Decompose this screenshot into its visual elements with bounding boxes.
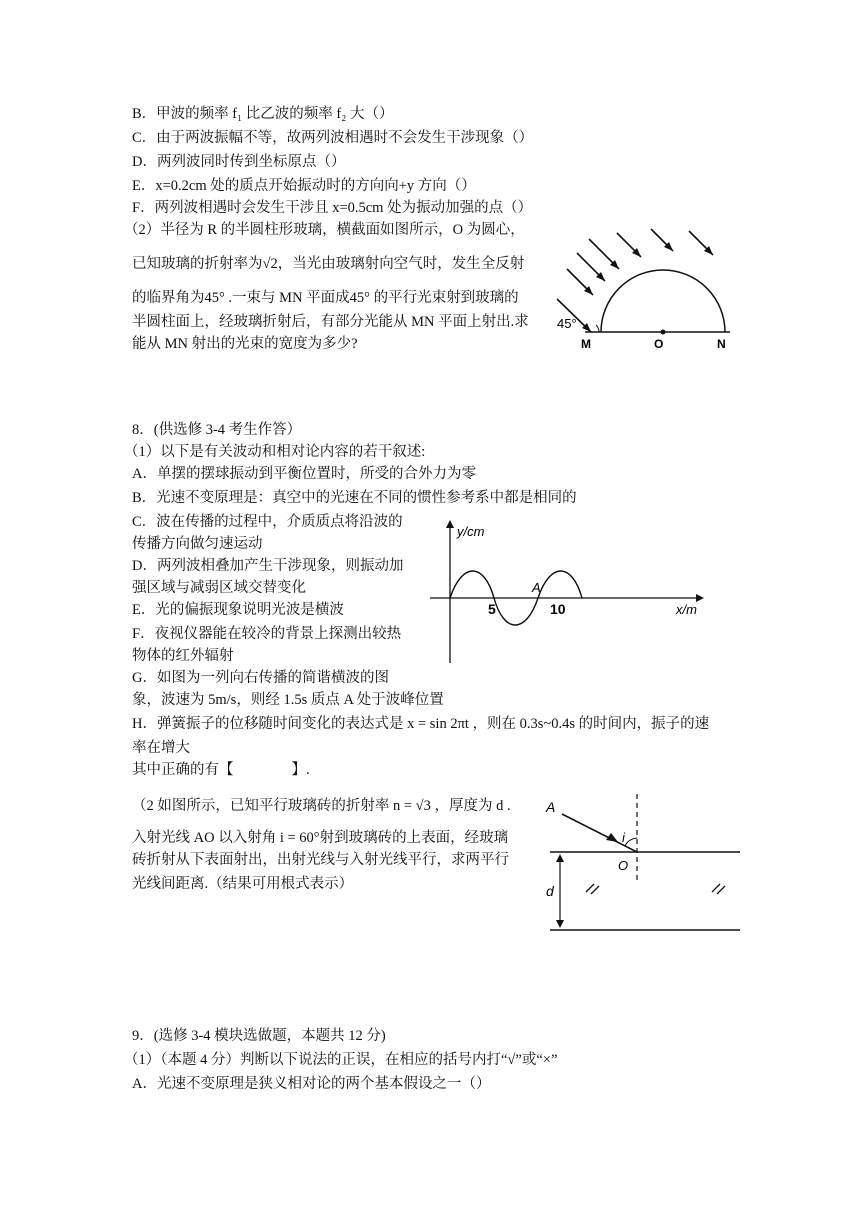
glass-slab-figure xyxy=(540,790,745,940)
point-a-label: A xyxy=(532,580,541,595)
question-2-line-5: 能从 MN 射出的光束的宽度为多少? xyxy=(132,336,358,352)
angle-i-label: i xyxy=(622,830,625,845)
q8-option-h-line-2: 率在增大 xyxy=(132,740,190,756)
point-o-label: O xyxy=(654,337,664,351)
question-2-line-1: （2）半径为 R 的半圆柱形玻璃，横截面如图所示，O 为圆心， xyxy=(124,222,525,238)
q8-part-2-line-2: 入射光线 AO 以入射角 i = 60°射到玻璃砖的上表面，经玻璃 xyxy=(132,830,509,846)
q8-option-e: E．光的偏振现象说明光波是横波 xyxy=(132,602,344,618)
question-2-line-3: 的临界角为45° .一束与 MN 平面成45° 的平行光束射到玻璃的 xyxy=(132,290,519,306)
x-axis-label: x/m xyxy=(676,602,697,617)
angle-label: 45° xyxy=(557,316,577,331)
question-9-title: 9．(选修 3-4 模块选做题，本题共 12 分) xyxy=(132,1028,386,1044)
point-m-label: M xyxy=(581,337,591,351)
tick-5-label: 5 xyxy=(488,601,496,617)
q8-option-g-line-1: G．如图为一列向右传播的简谐横波的图 xyxy=(132,670,389,686)
question-2-line-4: 半圆柱面上，经玻璃折射后，有部分光能从 MN 平面上射出.求 xyxy=(132,314,529,330)
q8-option-h-line-1: H．弹簧振子的位移随时间变化的表达式是 x = sin 2πt ，则在 0.3s~0.4s 的时间内，振子的速 xyxy=(132,716,710,732)
semicircle-glass-figure xyxy=(555,225,745,355)
y-axis-label: y/cm xyxy=(457,524,485,539)
question-9-intro: （1）（本题 4 分）判断以下说法的正误，在相应的括号内打“√”或“×” xyxy=(124,1052,558,1068)
q8-option-f-line-1: F．夜视仪器能在较冷的背景上探测出较热 xyxy=(132,626,402,642)
q8-option-f-line-2: 物体的红外辐射 xyxy=(132,648,234,664)
q8-part-2-line-1: （2 如图所示，已知平行玻璃砖的折射率 n = √3 ，厚度为 d . xyxy=(132,798,511,814)
question-8-title: 8．(供选修 3-4 考生作答） xyxy=(132,422,302,438)
q8-option-a: A．单摆的摆球振动到平衡位置时，所受的合外力为零 xyxy=(132,466,476,482)
question-2-line-2: 已知玻璃的折射率为√2，当光由玻璃射向空气时，发生全反射 xyxy=(132,256,525,272)
point-o-label: O xyxy=(618,858,629,873)
thickness-d-label: d xyxy=(546,883,554,899)
question-8-intro: （1）以下是有关波动和相对论内容的若干叙述: xyxy=(124,444,426,460)
q8-answer-prompt: 其中正确的有【 】. xyxy=(132,762,310,778)
q8-option-d-line-2: 强区域与减弱区域交替变化 xyxy=(132,580,306,596)
ray-a-label: A xyxy=(546,799,556,815)
q8-option-d-line-1: D．两列波相叠加产生干涉现象，则振动加 xyxy=(132,558,404,574)
q9-option-a: A．光速不变原理是狭义相对论的两个基本假设之一（） xyxy=(132,1076,491,1092)
q8-option-b: B．光速不变原理是：真空中的光速在不同的惯性参考系中都是相同的 xyxy=(132,490,577,506)
tick-10-label: 10 xyxy=(550,601,566,617)
point-n-label: N xyxy=(717,337,726,351)
q8-option-g-line-2: 象，波速为 5m/s，则经 1.5s 质点 A 处于波峰位置 xyxy=(132,692,444,708)
option-b: B．甲波的频率 f₁ 比乙波的频率 f₂ 大（） xyxy=(132,106,394,122)
q8-option-c-line-1: C．波在传播的过程中，介质质点将沿波的 xyxy=(132,514,403,530)
option-e: E．x=0.2cm 处的质点开始振动时的方向向+y 方向（） xyxy=(132,178,476,194)
q8-part-2-line-4: 光线间距离.（结果可用根式表示） xyxy=(132,876,354,892)
option-f: F．两列波相遇时会发生干涉且 x=0.5cm 处为振动加强的点（） xyxy=(132,200,533,216)
wave-graph-figure xyxy=(430,518,710,668)
q8-option-c-line-2: 传播方向做匀速运动 xyxy=(132,536,263,552)
option-d: D．两列波同时传到坐标原点（） xyxy=(132,154,346,170)
q8-part-2-line-3: 砖折射从下表面射出，出射光线与入射光线平行，求两平行 xyxy=(132,852,509,868)
option-c: C．由于两波振幅不等，故两列波相遇时不会发生干涉现象（） xyxy=(132,130,534,146)
